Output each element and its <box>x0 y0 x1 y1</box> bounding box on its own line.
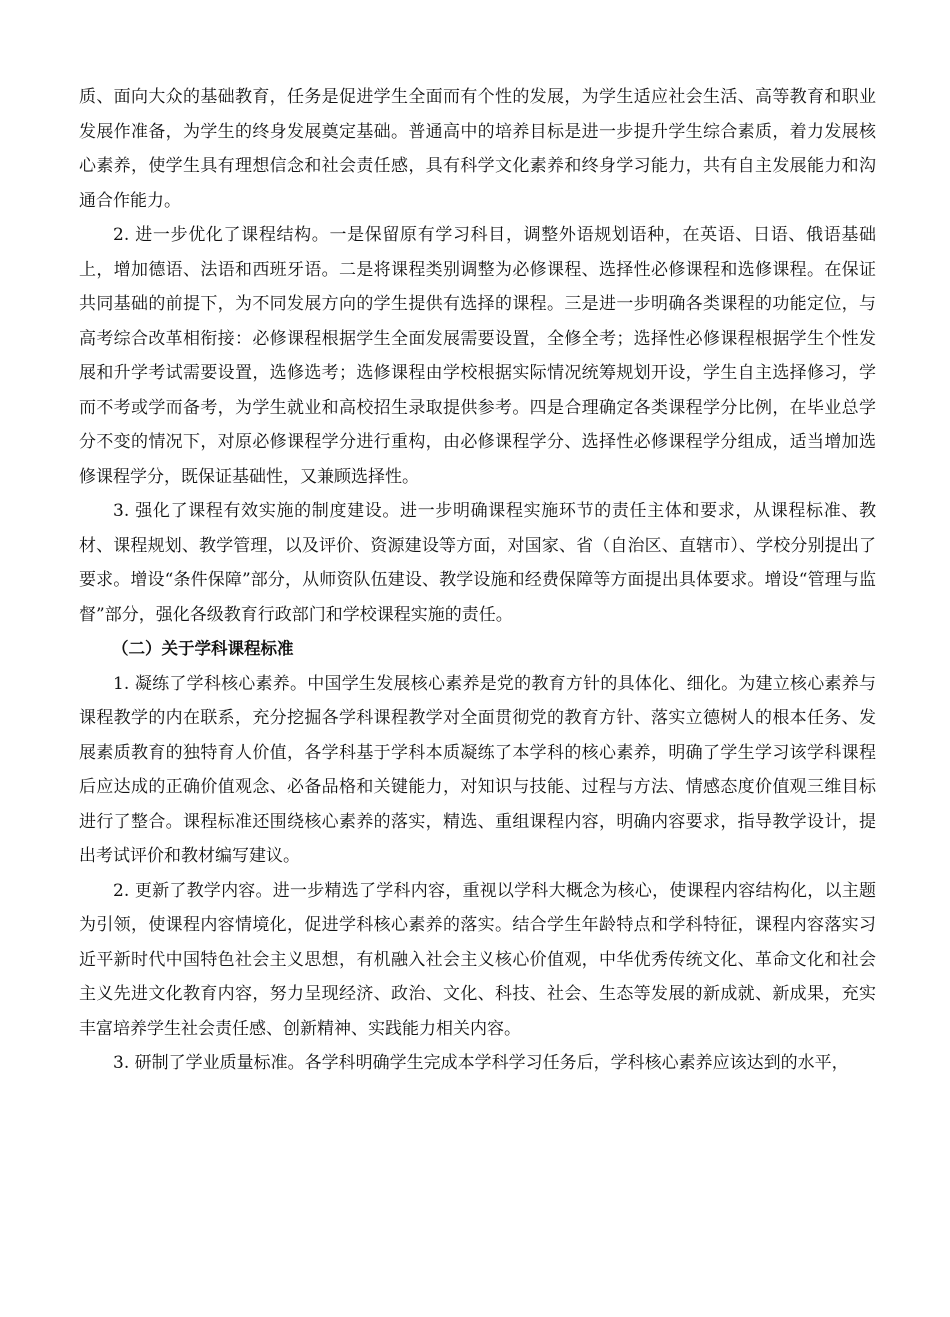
document-page <box>79 80 876 1081</box>
paragraph-implementation-system: 3. 强化了课程有效实施的制度建设。进一步明确课程实施环节的责任主体和要求，从课程标准、教材、课程规划、教学管理，以及评价、资源建设等方面，对国家、省（自治区、直辖市）、学校分别提出了要求。增设“条件保障”部分，从师资队伍建设、教学设施和经费保障等方面提出具体要求。增设“管理与监督”部分，强化各级教育行政部门和学校课程实施的责任。 <box>79 501 876 625</box>
paragraph-quality-standards: 3. 研制了学业质量标准。各学科明确学生完成本学科学习任务后，学科核心素养应该达到的水平， <box>113 1053 849 1073</box>
paragraph-course-structure: 2. 进一步优化了课程结构。一是保留原有学习科目，调整外语规划语种，在英语、日语、俄语基础上，增加德语、法语和西班牙语。二是将课程类别调整为必修课程、选择性必修课程和选修课程。在保证共同基础的前提下，为不同发展方向的学生提供有选择的课程。三是进一步明确各类课程的功能定位，与高考综合改革相衔接：必修课程根据学生全面发展需要设置，全修全考；选择性必修课程根据学生个性发展和升学考试需要设置，选修选考；选修课程由学校根据实际情况统筹规划开设，学生自主选择修习，学而不考或学而备考，为学生就业和高校招生录取提供参考。四是合理确定各类课程学分比例，在毕业总学分不变的情况下，对原必修课程学分进行重构，由必修课程学分、选择性必修课程学分组成，适当增加选修课程学分，既保证基础性，又兼顾选择性。 <box>79 225 876 487</box>
paragraph-teaching-content: 2. 更新了教学内容。进一步精选了学科内容，重视以学科大概念为核心，使课程内容结构化，以主题为引领，使课程内容情境化，促进学科核心素养的落实。结合学生年龄特点和学科特征，课程内容落实习近平新时代中国特色社会主义思想，有机融入社会主义核心价值观，中华优秀传统文化、革命文化和社会主义先进文化教育内容，努力呈现经济、政治、文化、科技、社会、生态等发展的新成就、新成果，充实丰富培养学生社会责任感、创新精神、实践能力相关内容。 <box>79 880 876 1039</box>
paragraph-training-goals: 质、面向大众的基础教育，任务是促进学生全面而有个性的发展，为学生适应社会生活、高等教育和职业发展作准备，为学生的终身发展奠定基础。普通高中的培养目标是进一步提升学生综合素质，着力发展核心素养，使学生具有理想信念和社会责任感，具有科学文化素养和终身学习能力，共有自主发展能力和沟通合作能力。 <box>79 87 876 211</box>
section-heading-subject-standards: （二）关于学科课程标准 <box>112 639 294 658</box>
paragraph-core-competencies: 1. 凝练了学科核心素养。中国学生发展核心素养是党的教育方针的具体化、细化。为建立核心素养与课程教学的内在联系，充分挖掘各学科课程教学对全面贯彻党的教育方针、落实立德树人的根本任务、发展素质教育的独特育人价值，各学科基于学科本质凝练了本学科的核心素养，明确了学生学习该学科课程后应达成的正确价值观念、必备品格和关键能力，对知识与技能、过程与方法、情感态度价值观三维目标进行了整合。课程标准还围绕核心素养的落实，精选、重组课程内容，明确内容要求，指导教学设计，提出考试评价和教材编写建议。 <box>79 673 876 866</box>
